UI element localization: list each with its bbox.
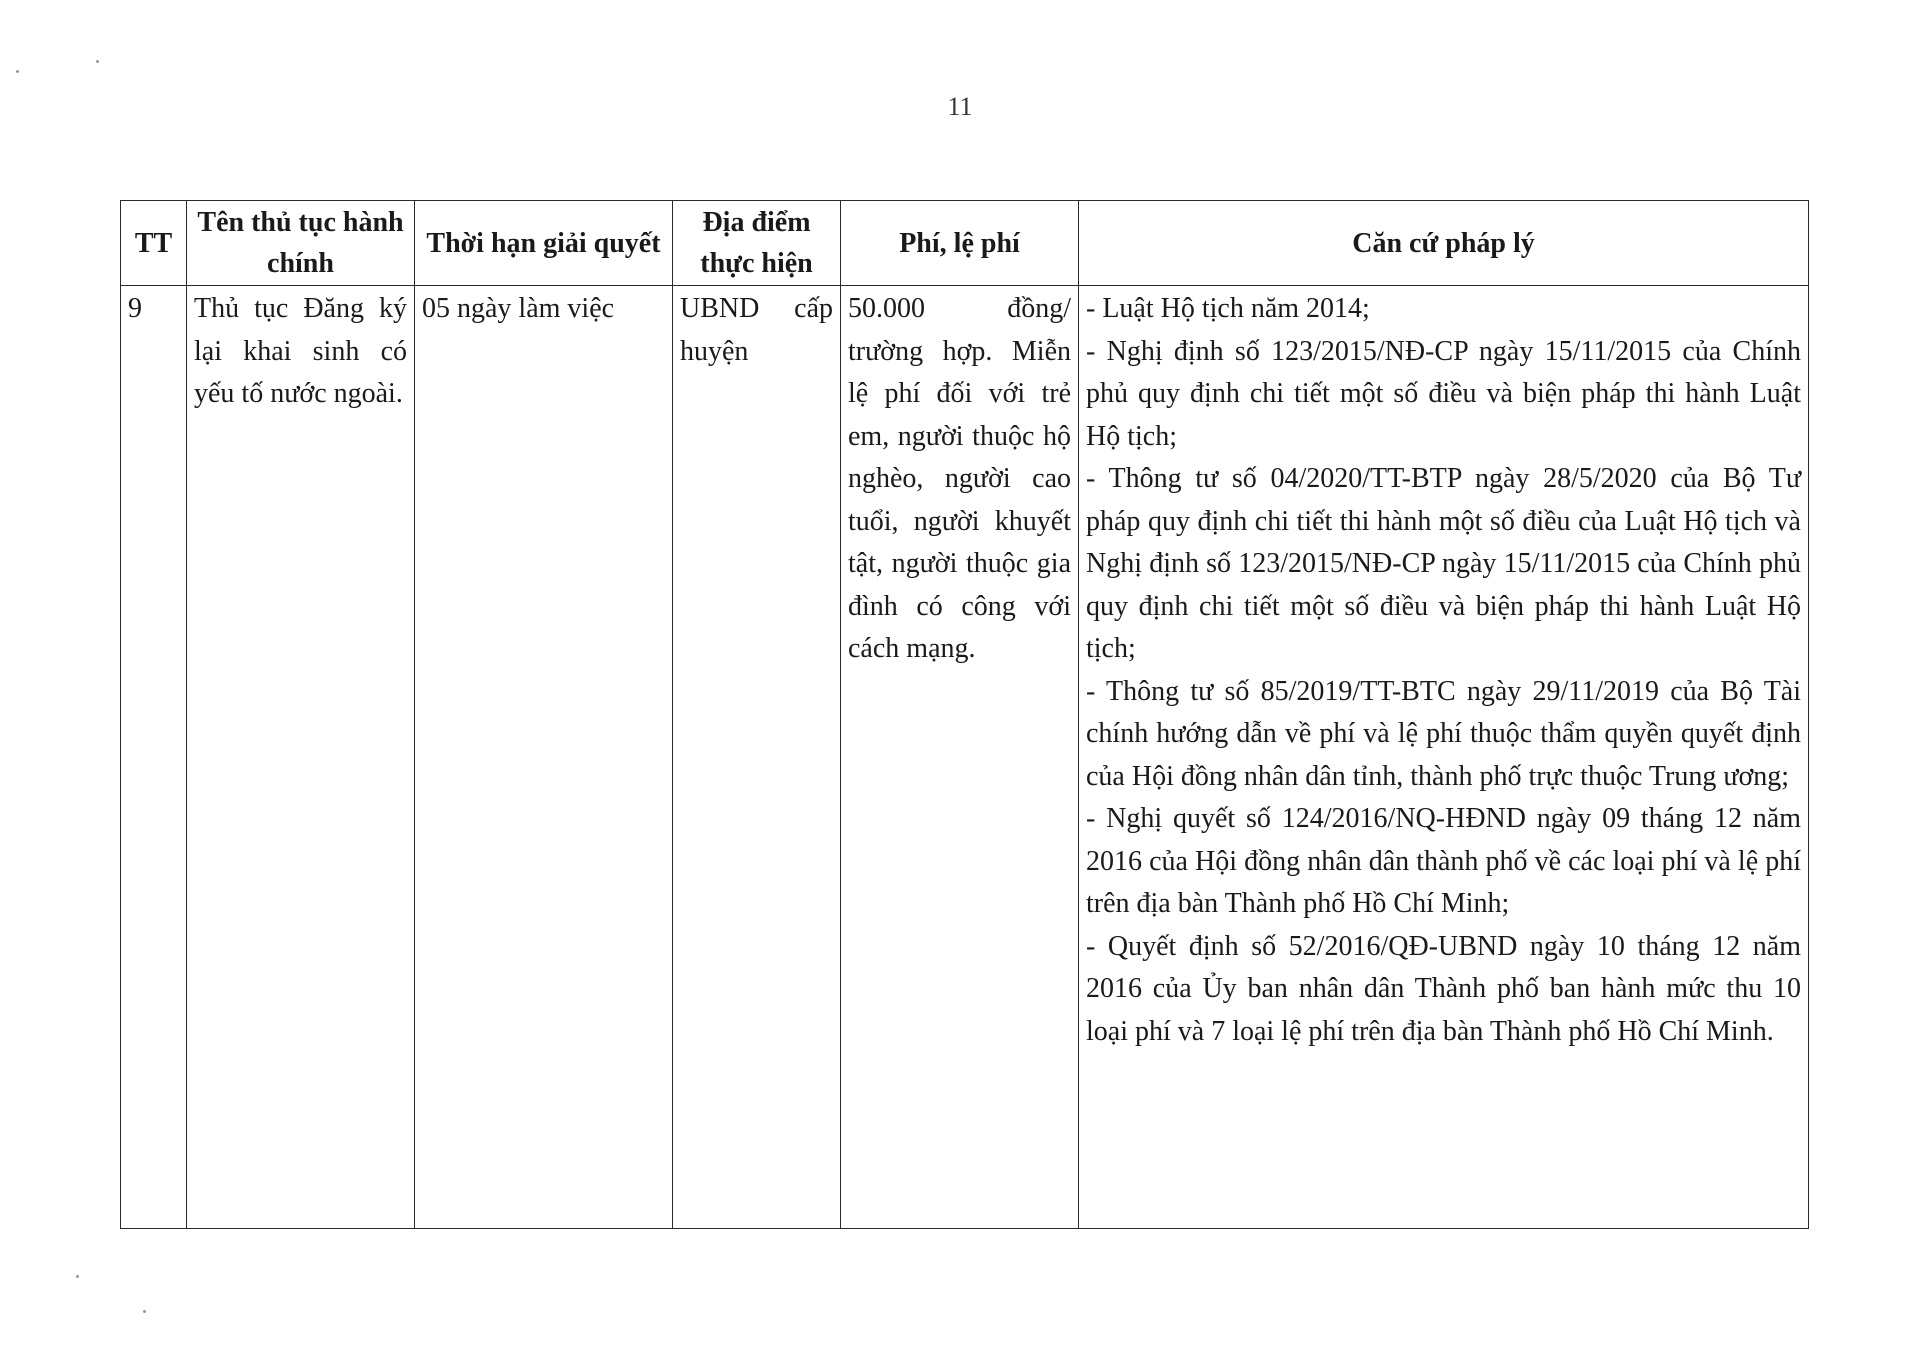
cell-deadline: 05 ngày làm việc bbox=[415, 286, 673, 1229]
table-row bbox=[121, 286, 1809, 1229]
legal-basis-item: - Quyết định số 52/2016/QĐ-UBND ngày 10 tháng 12 năm 2016 của Ủy ban nhân dân Thành phố ban hành mức thu 10 loại phí và 7 loại lệ phí trên địa bàn Thành phố Hồ Chí Minh. bbox=[1086, 930, 1801, 1047]
cell-tt: 9 bbox=[121, 286, 187, 1229]
scan-speck bbox=[76, 1275, 79, 1278]
header-procedure-name: Tên thủ tục hành chính bbox=[187, 201, 415, 286]
procedures-table bbox=[120, 200, 1809, 1229]
cell-fee: 50.000 đồng/ trường hợp. Miễn lệ phí đối với trẻ em, người thuộc hộ nghèo, người cao tuổi, người khuyết tật, người thuộc gia đình có công với cách mạng. bbox=[841, 286, 1079, 1229]
cell-procedure-name: Thủ tục Đăng ký lại khai sinh có yếu tố nước ngoài. bbox=[187, 286, 415, 1229]
header-fee: Phí, lệ phí bbox=[841, 201, 1079, 286]
scan-speck bbox=[96, 60, 99, 63]
header-location: Địa điểm thực hiện bbox=[673, 201, 841, 286]
legal-basis-item: - Thông tư số 04/2020/TT-BTP ngày 28/5/2020 của Bộ Tư pháp quy định chi tiết thi hành một số điều của Luật Hộ tịch và Nghị định số 123/2015/NĐ-CP ngày 15/11/2015 của Chính phủ quy định chi tiết một số điều và biện pháp thi hành Luật Hộ tịch; bbox=[1086, 463, 1801, 664]
header-legal-basis: Căn cứ pháp lý bbox=[1079, 201, 1809, 286]
header-tt: TT bbox=[121, 201, 187, 286]
legal-basis-item: - Thông tư số 85/2019/TT-BTC ngày 29/11/2019 của Bộ Tài chính hướng dẫn về phí và lệ phí thuộc thẩm quyền quyết định của Hội đồng nhân dân tỉnh, thành phố trực thuộc Trung ương; bbox=[1086, 675, 1801, 792]
cell-legal-basis bbox=[1079, 286, 1809, 1229]
scan-speck bbox=[143, 1310, 146, 1313]
legal-basis-item: - Luật Hộ tịch năm 2014; bbox=[1086, 293, 1370, 324]
scan-speck bbox=[16, 70, 19, 73]
cell-location: UBND cấp huyện bbox=[673, 286, 841, 1229]
page-number: 11 bbox=[947, 92, 973, 121]
legal-basis-item: - Nghị định số 123/2015/NĐ-CP ngày 15/11/2015 của Chính phủ quy định chi tiết một số điều và biện pháp thi hành Luật Hộ tịch; bbox=[1086, 335, 1801, 452]
table-header-row bbox=[121, 201, 1809, 286]
header-deadline: Thời hạn giải quyết bbox=[415, 201, 673, 286]
legal-basis-item: - Nghị quyết số 124/2016/NQ-HĐND ngày 09 tháng 12 năm 2016 của Hội đồng nhân dân thành phố về các loại phí và lệ phí trên địa bàn Thành phố Hồ Chí Minh; bbox=[1086, 803, 1801, 919]
